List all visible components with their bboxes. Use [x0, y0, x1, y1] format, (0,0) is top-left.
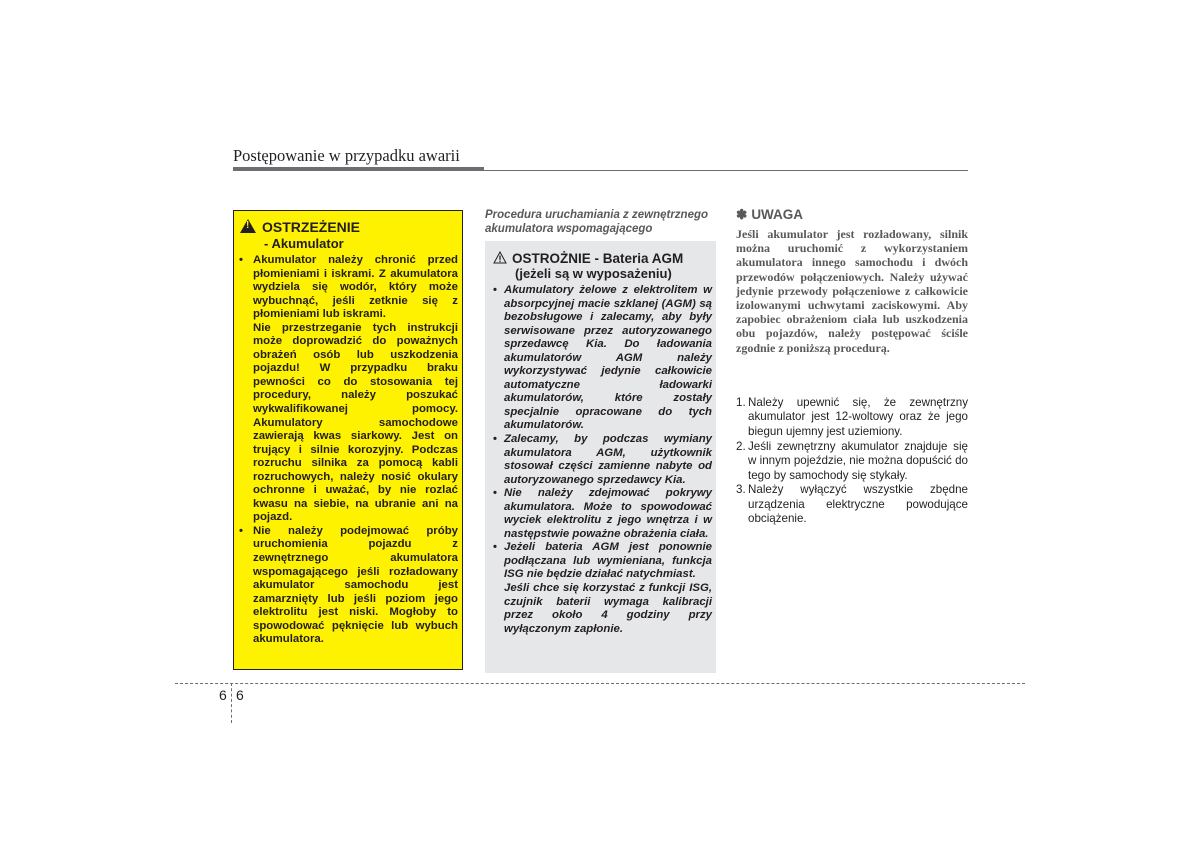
steps-list — [736, 396, 968, 527]
step-text: Należy wyłączyć wszystkie zbędne urządzenia elektryczne powodujące obciążenie. — [748, 483, 968, 526]
caution-item: • Akumulatory żelowe z elektrolitem w absorpcyjnej macie szklanej (AGM) są bezobsługowe i zalecamy, aby były serwisowane przez autoryzowanego sprzedawcę Kia. Do ładowania akumulatorów AGM należy wykorzystywać jedynie całkowicie automatyczne ładowarki akumulatorów, które zostały specjalnie opracowane do tych akumulatorów. — [493, 284, 712, 433]
caution-title-text: OSTROŻNIE - Bateria AGM — [512, 251, 684, 266]
page-title: Postępowanie w przypadku awarii — [233, 146, 460, 165]
caution-body — [493, 284, 712, 636]
warning-continuation: Nie przestrzeganie tych instrukcji może doprowadzić do poważnych obrażeń osób lub uszkodzenia pojazdu! W przypadku braku pewności co do stosowania tej procedury, należy poszukać wykwalifikowanej pomocy. Akumulatory samochodowe zawierają kwas siarkowy. Jest on trujący i silnie korozyjny. Podczas rozruchu silnika za pomocą kabli rozruchowych, należy nosić okulary ochronne i uważać, by nie rozlać kwasu na siebie, na ubranie ani na pojazd. — [253, 321, 458, 524]
caution-item: • Nie należy zdejmować pokrywy akumulatora. Może to spowodować wyciek elektrolitu z jego wnętrza i w następstwie poważne obrażenia ciała. — [493, 487, 712, 541]
header-rule-thick — [233, 167, 484, 171]
caution-item: • Jeżeli bateria AGM jest ponownie podłączana lub wymieniana, funkcja ISG nie będzie działać natychmiast. — [493, 541, 712, 582]
warning-item: • Nie należy podejmować próby uruchomienia pojazdu z zewnętrznego akumulatora wspomagającego jeśli rozładowany akumulator samochodu jest zamarznięty lub jeśli poziom jego elektrolitu jest niski. Mogłoby to spowodować pęknięcie lub wybuch akumulatora. — [237, 525, 458, 647]
warning-body — [237, 254, 458, 647]
caution-triangle-icon — [493, 251, 507, 264]
step-number: 3. — [736, 483, 746, 497]
step-number: 2. — [736, 439, 746, 453]
footer-vertical-divider — [231, 683, 232, 723]
warning-title — [240, 219, 360, 235]
asterisk-icon: ✽ — [736, 207, 748, 222]
note-text: Jeśli akumulator jest rozładowany, silnik można uruchomić z wykorzystaniem akumulatora innego samochodu i dwóch przewodów połączeniowych. Należy używać jedynie przewody połączeniowe z całkowicie izolowanymi uchwytami zaciskowymi. Aby zapobiec obrażeniom ciała lub uszkodzenia obu pojazdów, należy postępować ściśle zgodnie z poniższą procedurą. — [736, 227, 968, 355]
note-heading — [736, 207, 803, 223]
header-rule-thin — [484, 170, 968, 171]
step-number: 1. — [736, 396, 746, 409]
warning-subtitle: - Akumulator — [264, 236, 344, 251]
page-number: 6 — [236, 687, 244, 703]
procedure-heading: Procedura uruchamiania z zewnętrznego akumulatora wspomagającego — [485, 209, 709, 235]
warning-item: • Akumulator należy chronić przed płomieniami i iskrami. Z akumulatora wydziela się wodór, który może wybuchnąć, jeśli zetknie się z płomieniami lub iskrami. — [237, 254, 458, 322]
warning-triangle-icon — [240, 219, 256, 233]
step-item — [736, 396, 968, 439]
step-item — [736, 440, 968, 483]
step-text: Należy upewnić się, że zewnętrzny akumulator jest 12-woltowy oraz że jego biegun ujemny jest uziemiony. — [748, 396, 968, 438]
note-heading-text: UWAGA — [751, 207, 804, 222]
caution-subtitle: (jeżeli są w wyposażeniu) — [515, 266, 672, 281]
caution-item: • Zalecamy, by podczas wymiany akumulatora AGM, użytkownik stosował części zamienne nabyte od autoryzowanego sprzedawcy Kia. — [493, 433, 712, 487]
step-item — [736, 483, 968, 526]
footer-divider — [175, 683, 1025, 684]
caution-title — [493, 251, 683, 266]
page-section-number: 6 — [219, 687, 227, 703]
warning-title-text: OSTRZEŻENIE — [262, 219, 361, 235]
step-text: Jeśli zewnętrzny akumulator znajduje się w innym pojeździe, nie można dopuścić do tego by samochody się stykały. — [748, 439, 968, 482]
caution-continuation: Jeśli chce się korzystać z funkcji ISG, czujnik baterii wymaga kalibracji przez około 4 godziny przy wyłączonym zapłonie. — [504, 582, 712, 635]
